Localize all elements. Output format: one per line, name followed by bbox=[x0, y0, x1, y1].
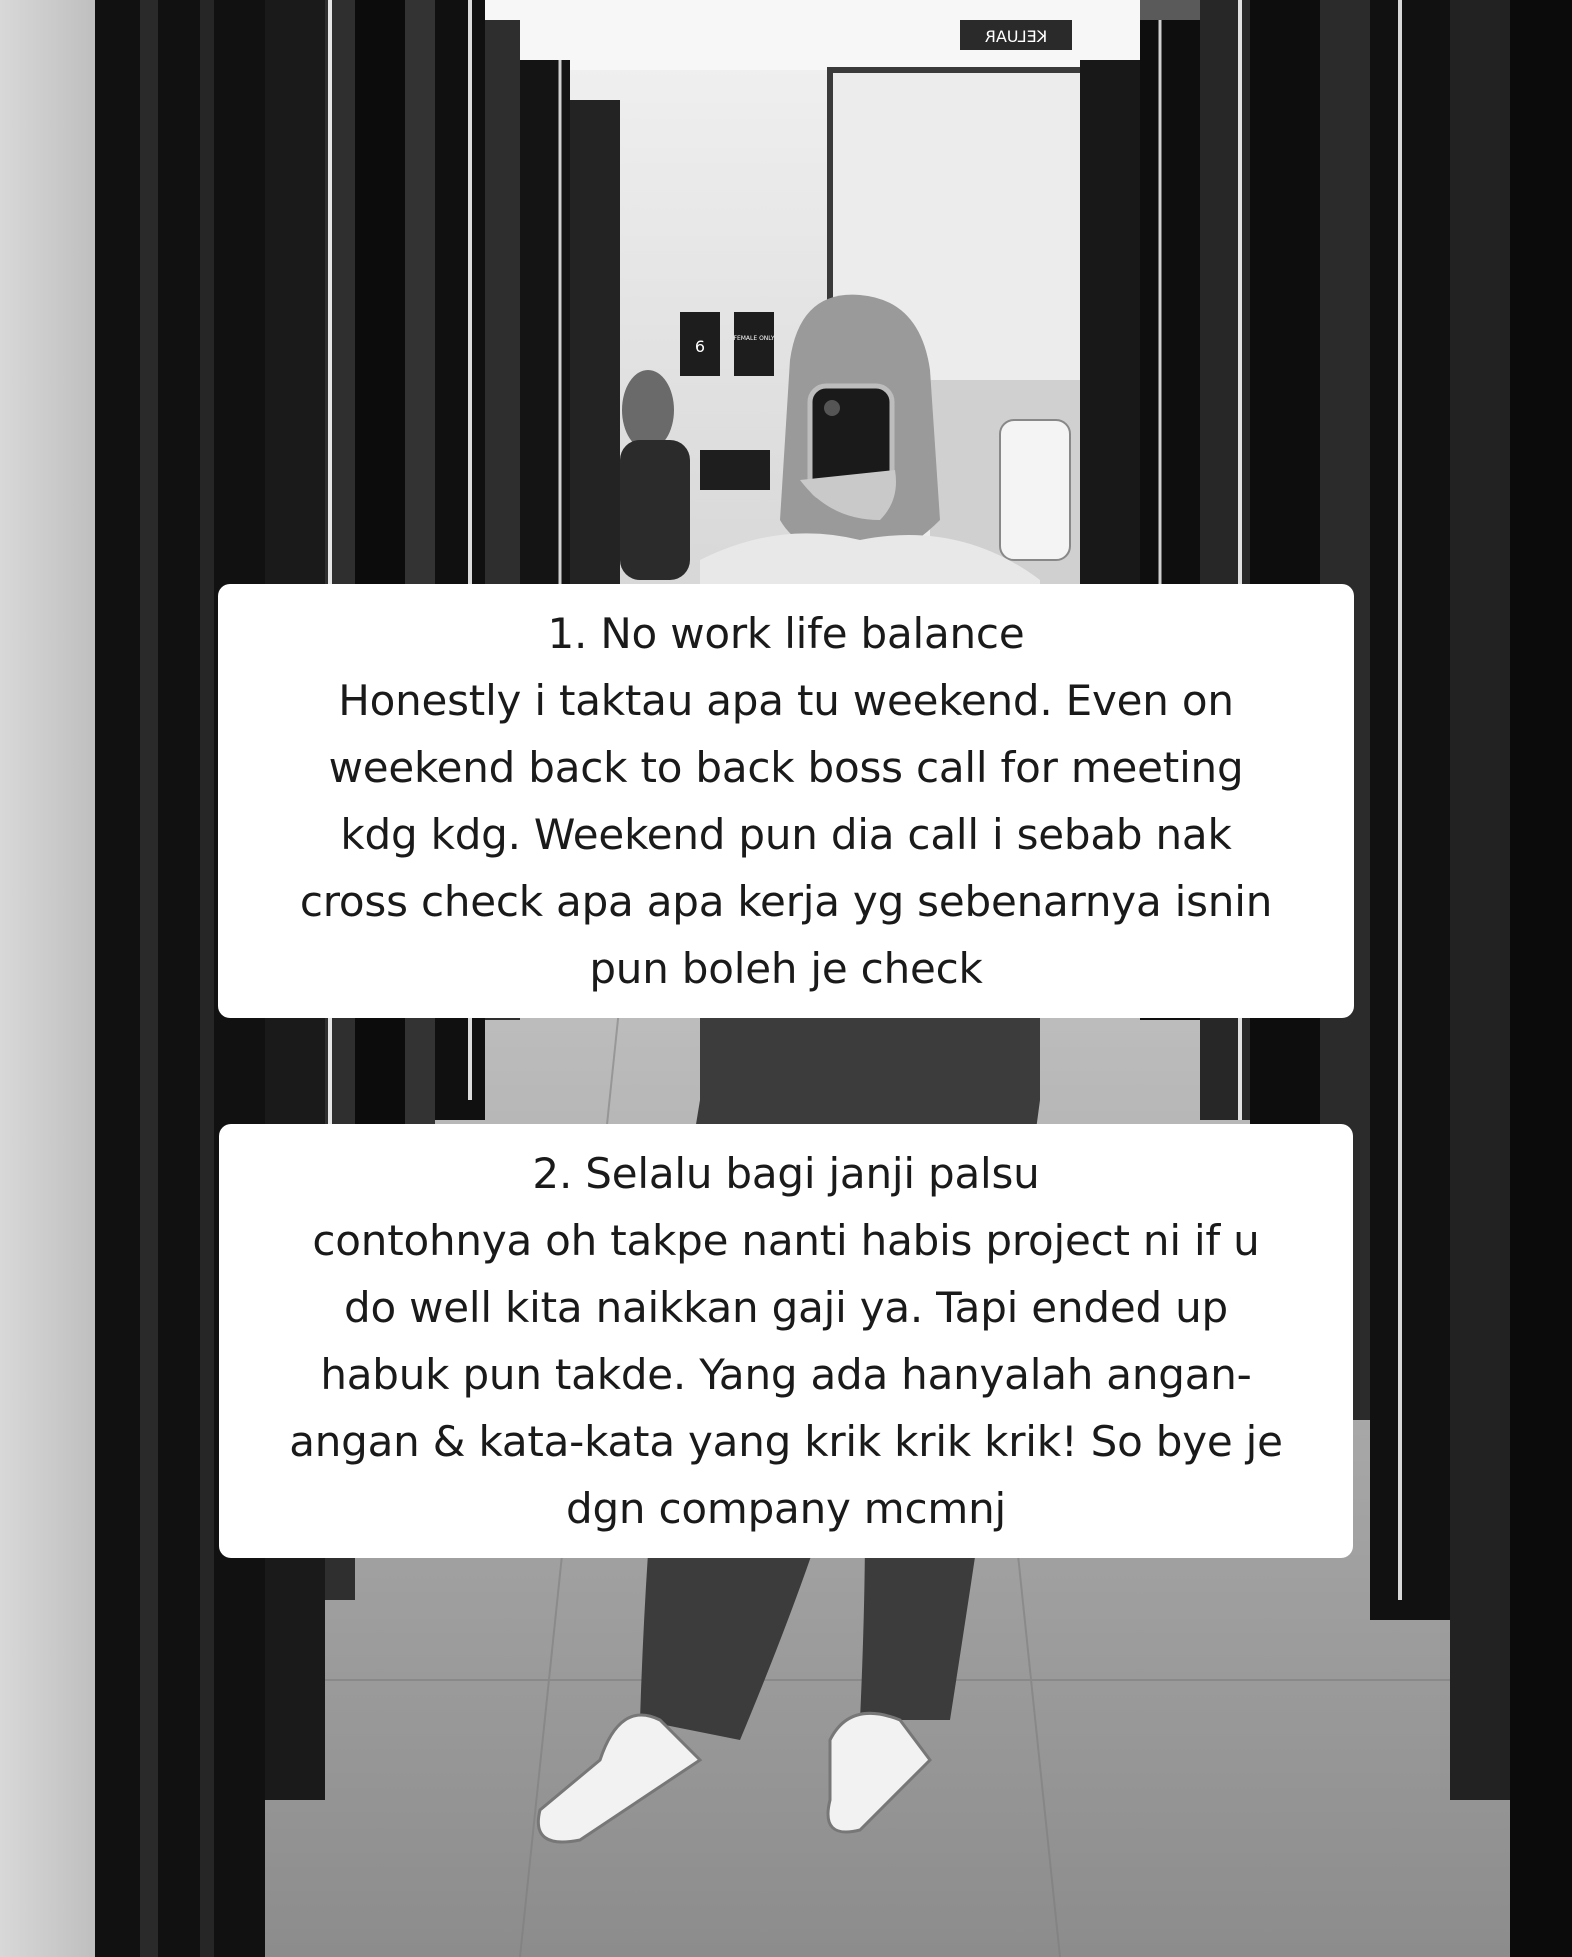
card-2-line: contohnya oh takpe nanti habis project ni if u bbox=[312, 1216, 1260, 1265]
svg-text:6: 6 bbox=[694, 337, 706, 356]
card-1-line: Honestly i taktau apa tu weekend. Even on bbox=[338, 676, 1234, 725]
exit-sign bbox=[960, 20, 1072, 50]
card-2-heading: 2. Selalu bagi janji palsu bbox=[532, 1149, 1040, 1198]
card-2-line: habuk pun takde. Yang ada hanyalah angan- bbox=[320, 1350, 1252, 1399]
card-1-heading: 1. No work life balance bbox=[547, 609, 1025, 658]
text-card-1 bbox=[218, 584, 1354, 1018]
card-1-line: cross check apa apa kerja yg sebenarnya isnin bbox=[299, 877, 1273, 926]
svg-text:KELUAR: KELUAR bbox=[984, 27, 1048, 46]
card-1-line: weekend back to back boss call for meeting bbox=[328, 743, 1244, 792]
card-2-line: angan & kata-kata yang krik krik krik! So bye je bbox=[289, 1417, 1283, 1466]
text-card-2 bbox=[219, 1124, 1353, 1558]
svg-text:FEMALE ONLY: FEMALE ONLY bbox=[733, 335, 775, 342]
card-1-line: pun boleh je check bbox=[589, 944, 983, 993]
card-2-line: dgn company mcmnj bbox=[565, 1484, 1007, 1533]
card-2-line: do well kita naikkan gaji ya. Tapi ended up bbox=[344, 1283, 1228, 1332]
card-1-line: kdg kdg. Weekend pun dia call i sebab nak bbox=[340, 810, 1232, 859]
left-wall-panel bbox=[0, 0, 95, 1957]
